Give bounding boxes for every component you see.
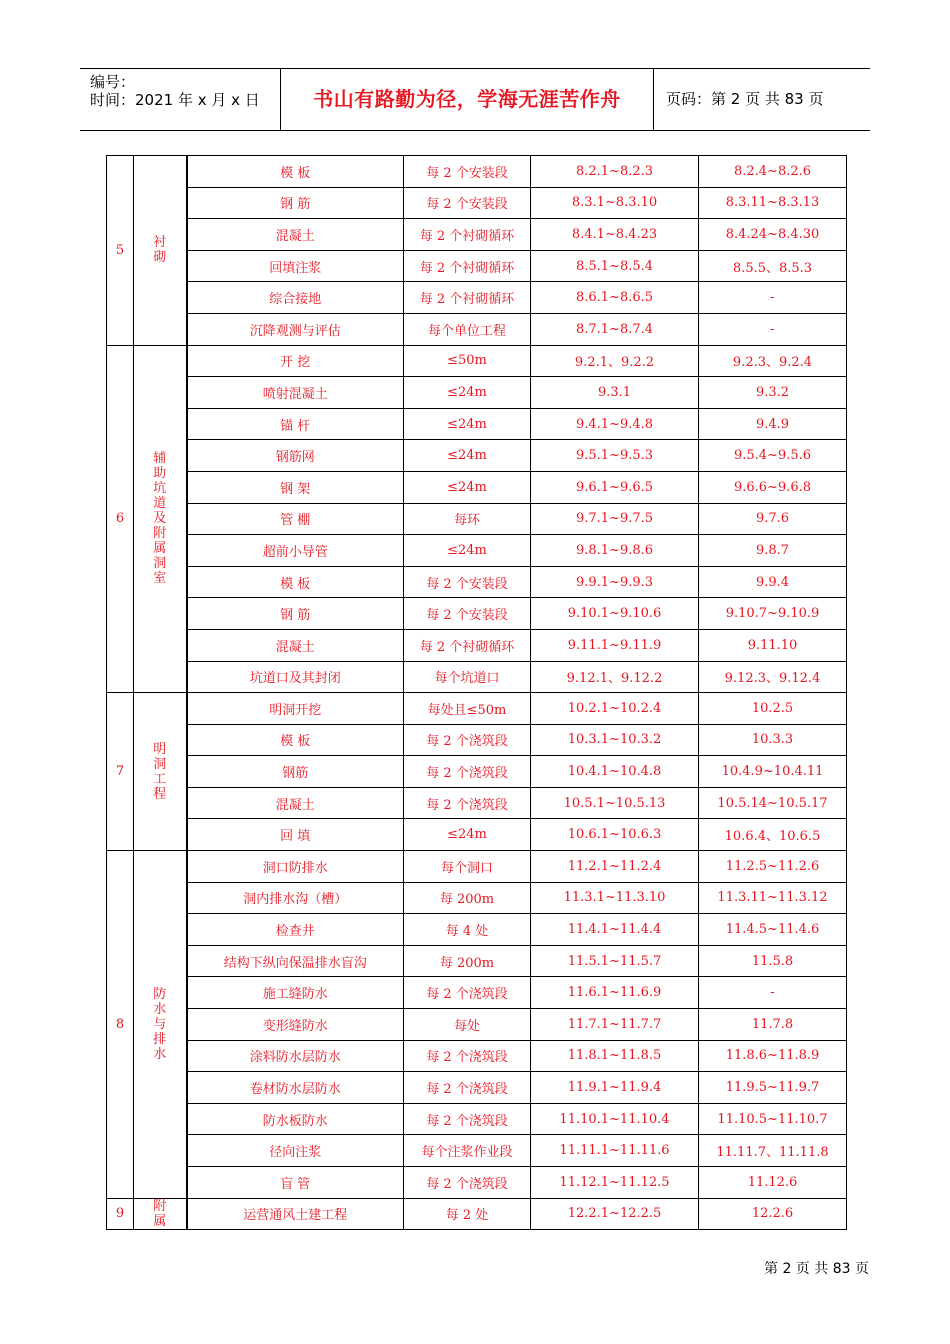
group-name: 防水与排水 xyxy=(153,986,167,1062)
inspection-quantity: 每 2 个安装段 xyxy=(404,566,531,598)
table-row xyxy=(107,313,847,345)
main-control-clauses: 12.2.1~12.2.5 xyxy=(531,1198,699,1230)
main-control-clauses: 11.9.1~11.9.4 xyxy=(531,1072,699,1104)
main-control-clauses: 8.6.1~8.6.5 xyxy=(531,282,699,314)
table-row xyxy=(107,282,847,314)
main-control-clauses: 11.11.1~11.11.6 xyxy=(531,1135,699,1167)
main-control-clauses: 8.4.1~8.4.23 xyxy=(531,219,699,251)
general-clauses: 9.7.6 xyxy=(699,503,847,535)
main-control-clauses: 11.5.1~11.5.7 xyxy=(531,945,699,977)
item-name: 洞内排水沟（槽） xyxy=(187,882,404,914)
general-clauses: 8.3.11~8.3.13 xyxy=(699,187,847,219)
general-clauses: - xyxy=(699,313,847,345)
item-name: 盲 管 xyxy=(187,1167,404,1199)
page-header xyxy=(80,68,870,131)
header-motto: 书山有路勤为径，学海无涯苦作舟 xyxy=(281,69,654,130)
inspection-quantity: 每 2 个浇筑段 xyxy=(404,724,531,756)
table-row xyxy=(107,819,847,851)
table-row xyxy=(107,219,847,251)
table-row xyxy=(107,156,847,188)
general-clauses: 8.2.4~8.2.6 xyxy=(699,156,847,188)
item-name: 洞口防排水 xyxy=(187,851,404,883)
table-row xyxy=(107,345,847,377)
general-clauses: - xyxy=(699,977,847,1009)
item-name: 混凝土 xyxy=(187,787,404,819)
main-control-clauses: 11.8.1~11.8.5 xyxy=(531,1040,699,1072)
item-name: 涂料防水层防水 xyxy=(187,1040,404,1072)
group-name-cell xyxy=(134,156,187,346)
main-control-clauses: 9.11.1~9.11.9 xyxy=(531,629,699,661)
main-control-clauses: 10.3.1~10.3.2 xyxy=(531,724,699,756)
main-control-clauses: 9.5.1~9.5.3 xyxy=(531,440,699,472)
group-number: 8 xyxy=(107,851,134,1199)
table-row xyxy=(107,977,847,1009)
table-row xyxy=(107,756,847,788)
group-name: 附属 xyxy=(153,1198,167,1229)
table-row xyxy=(107,408,847,440)
main-control-clauses: 9.6.1~9.6.5 xyxy=(531,471,699,503)
document-date-label: 时间：2021 年 x 月 x 日 xyxy=(90,91,260,109)
main-control-clauses: 11.7.1~11.7.7 xyxy=(531,1009,699,1041)
table-row xyxy=(107,629,847,661)
table-row xyxy=(107,250,847,282)
inspection-quantity: 每 2 个衬砌循环 xyxy=(404,629,531,661)
table-row xyxy=(107,1040,847,1072)
inspection-quantity: ≤24m xyxy=(404,440,531,472)
table-row xyxy=(107,1198,847,1230)
inspection-quantity: 每个坑道口 xyxy=(404,661,531,693)
item-name: 变形缝防水 xyxy=(187,1009,404,1041)
main-control-clauses: 9.2.1、9.2.2 xyxy=(531,345,699,377)
main-control-clauses: 10.6.1~10.6.3 xyxy=(531,819,699,851)
general-clauses: 9.4.9 xyxy=(699,408,847,440)
general-clauses: 9.3.2 xyxy=(699,377,847,409)
item-name: 混凝土 xyxy=(187,219,404,251)
general-clauses: 10.5.14~10.5.17 xyxy=(699,787,847,819)
item-name: 模 板 xyxy=(187,724,404,756)
general-clauses: 9.11.10 xyxy=(699,629,847,661)
item-name: 模 板 xyxy=(187,156,404,188)
inspection-quantity: 每处 xyxy=(404,1009,531,1041)
group-name-cell xyxy=(134,345,187,693)
main-control-clauses: 9.4.1~9.4.8 xyxy=(531,408,699,440)
general-clauses: 9.10.7~9.10.9 xyxy=(699,598,847,630)
general-clauses: 11.9.5~11.9.7 xyxy=(699,1072,847,1104)
inspection-quantity: 每 2 个浇筑段 xyxy=(404,756,531,788)
inspection-quantity: ≤24m xyxy=(404,535,531,567)
main-control-clauses: 8.3.1~8.3.10 xyxy=(531,187,699,219)
main-control-clauses: 8.7.1~8.7.4 xyxy=(531,313,699,345)
inspection-quantity: 每 2 个浇筑段 xyxy=(404,1167,531,1199)
general-clauses: 11.8.6~11.8.9 xyxy=(699,1040,847,1072)
item-name: 明洞开挖 xyxy=(187,693,404,725)
group-name-cell xyxy=(134,693,187,851)
item-name: 综合接地 xyxy=(187,282,404,314)
inspection-quantity: 每 2 个安装段 xyxy=(404,598,531,630)
main-control-clauses: 11.2.1~11.2.4 xyxy=(531,851,699,883)
inspection-quantity: 每 2 个浇筑段 xyxy=(404,977,531,1009)
inspection-quantity: 每 2 个安装段 xyxy=(404,156,531,188)
general-clauses: 9.5.4~9.5.6 xyxy=(699,440,847,472)
item-name: 施工缝防水 xyxy=(187,977,404,1009)
general-clauses: 11.7.8 xyxy=(699,1009,847,1041)
table-row xyxy=(107,440,847,472)
inspection-quantity: 每个单位工程 xyxy=(404,313,531,345)
inspection-quantity: 每个注浆作业段 xyxy=(404,1135,531,1167)
general-clauses: 11.2.5~11.2.6 xyxy=(699,851,847,883)
inspection-quantity: 每 2 个浇筑段 xyxy=(404,787,531,819)
table-row xyxy=(107,535,847,567)
inspection-quantity: ≤24m xyxy=(404,408,531,440)
item-name: 管 棚 xyxy=(187,503,404,535)
table-row xyxy=(107,787,847,819)
main-control-clauses: 10.2.1~10.2.4 xyxy=(531,693,699,725)
item-name: 混凝土 xyxy=(187,629,404,661)
inspection-quantity: ≤50m xyxy=(404,345,531,377)
item-name: 运营通风土建工程 xyxy=(187,1198,404,1230)
main-control-clauses: 10.4.1~10.4.8 xyxy=(531,756,699,788)
table-row xyxy=(107,851,847,883)
general-clauses: 12.2.6 xyxy=(699,1198,847,1230)
item-name: 检查井 xyxy=(187,914,404,946)
footer-page-number: 第 2 页 共 83 页 xyxy=(764,1261,869,1277)
main-control-clauses: 9.10.1~9.10.6 xyxy=(531,598,699,630)
inspection-quantity: ≤24m xyxy=(404,819,531,851)
table-row xyxy=(107,724,847,756)
inspection-quantity: 每 200m xyxy=(404,882,531,914)
general-clauses: 10.6.4、10.6.5 xyxy=(699,819,847,851)
general-clauses: 11.3.11~11.3.12 xyxy=(699,882,847,914)
inspection-quantity: ≤24m xyxy=(404,377,531,409)
inspection-table xyxy=(106,155,847,1230)
table-row xyxy=(107,503,847,535)
general-clauses: 10.4.9~10.4.11 xyxy=(699,756,847,788)
table-row xyxy=(107,377,847,409)
general-clauses: 11.12.6 xyxy=(699,1167,847,1199)
table-row xyxy=(107,1103,847,1135)
general-clauses: 11.10.5~11.10.7 xyxy=(699,1103,847,1135)
general-clauses: 11.11.7、11.11.8 xyxy=(699,1135,847,1167)
general-clauses: 8.5.5、8.5.3 xyxy=(699,250,847,282)
group-number: 5 xyxy=(107,156,134,346)
item-name: 钢筋网 xyxy=(187,440,404,472)
main-control-clauses: 11.10.1~11.10.4 xyxy=(531,1103,699,1135)
inspection-quantity: 每 2 个浇筑段 xyxy=(404,1072,531,1104)
inspection-quantity: 每 2 个浇筑段 xyxy=(404,1103,531,1135)
item-name: 开 挖 xyxy=(187,345,404,377)
item-name: 锚 杆 xyxy=(187,408,404,440)
inspection-quantity: 每 2 个衬砌循环 xyxy=(404,250,531,282)
table-row xyxy=(107,945,847,977)
group-name-cell xyxy=(134,1198,187,1230)
main-control-clauses: 11.4.1~11.4.4 xyxy=(531,914,699,946)
item-name: 坑道口及其封闭 xyxy=(187,661,404,693)
group-name: 明洞工程 xyxy=(153,741,167,802)
inspection-quantity: 每个洞口 xyxy=(404,851,531,883)
general-clauses: - xyxy=(699,282,847,314)
general-clauses: 11.4.5~11.4.6 xyxy=(699,914,847,946)
general-clauses: 9.12.3、9.12.4 xyxy=(699,661,847,693)
inspection-quantity: 每 4 处 xyxy=(404,914,531,946)
inspection-quantity: 每 2 个浇筑段 xyxy=(404,1040,531,1072)
item-name: 喷射混凝土 xyxy=(187,377,404,409)
group-name: 衬砌 xyxy=(153,235,167,266)
inspection-quantity: 每 2 个衬砌循环 xyxy=(404,282,531,314)
general-clauses: 8.4.24~8.4.30 xyxy=(699,219,847,251)
table-row xyxy=(107,187,847,219)
item-name: 钢筋 xyxy=(187,756,404,788)
table-row xyxy=(107,882,847,914)
item-name: 模 板 xyxy=(187,566,404,598)
inspection-quantity: 每 2 个安装段 xyxy=(404,187,531,219)
inspection-quantity: 每 200m xyxy=(404,945,531,977)
item-name: 卷材防水层防水 xyxy=(187,1072,404,1104)
item-name: 超前小导管 xyxy=(187,535,404,567)
main-control-clauses: 11.3.1~11.3.10 xyxy=(531,882,699,914)
inspection-quantity: ≤24m xyxy=(404,471,531,503)
inspection-quantity: 每处且≤50m xyxy=(404,693,531,725)
inspection-quantity: 每 2 个衬砌循环 xyxy=(404,219,531,251)
table-row xyxy=(107,1009,847,1041)
main-control-clauses: 8.2.1~8.2.3 xyxy=(531,156,699,188)
general-clauses: 9.6.6~9.6.8 xyxy=(699,471,847,503)
main-control-clauses: 9.7.1~9.7.5 xyxy=(531,503,699,535)
main-control-clauses: 10.5.1~10.5.13 xyxy=(531,787,699,819)
item-name: 钢 筋 xyxy=(187,598,404,630)
group-number: 9 xyxy=(107,1198,134,1230)
item-name: 沉降观测与评估 xyxy=(187,313,404,345)
item-name: 径向注浆 xyxy=(187,1135,404,1167)
group-number: 7 xyxy=(107,693,134,851)
table-row xyxy=(107,693,847,725)
general-clauses: 10.3.3 xyxy=(699,724,847,756)
item-name: 结构下纵向保温排水盲沟 xyxy=(187,945,404,977)
main-control-clauses: 11.6.1~11.6.9 xyxy=(531,977,699,1009)
item-name: 防水板防水 xyxy=(187,1103,404,1135)
table-row xyxy=(107,471,847,503)
general-clauses: 11.5.8 xyxy=(699,945,847,977)
main-control-clauses: 9.3.1 xyxy=(531,377,699,409)
main-control-clauses: 9.9.1~9.9.3 xyxy=(531,566,699,598)
general-clauses: 9.2.3、9.2.4 xyxy=(699,345,847,377)
group-name: 辅助坑道及附属洞室 xyxy=(153,451,167,587)
table-row xyxy=(107,598,847,630)
inspection-quantity: 每环 xyxy=(404,503,531,535)
item-name: 回 填 xyxy=(187,819,404,851)
general-clauses: 10.2.5 xyxy=(699,693,847,725)
group-name-cell xyxy=(134,851,187,1199)
table-row xyxy=(107,1135,847,1167)
table-row xyxy=(107,1167,847,1199)
header-page-number: 页码：第 2 页 共 83 页 xyxy=(666,90,824,108)
item-name: 钢 架 xyxy=(187,471,404,503)
main-control-clauses: 9.12.1、9.12.2 xyxy=(531,661,699,693)
table-row xyxy=(107,566,847,598)
document-number-label: 编号： xyxy=(90,73,136,91)
table-row xyxy=(107,914,847,946)
group-number: 6 xyxy=(107,345,134,693)
table-row xyxy=(107,661,847,693)
main-control-clauses: 8.5.1~8.5.4 xyxy=(531,250,699,282)
general-clauses: 9.8.7 xyxy=(699,535,847,567)
header-meta xyxy=(80,69,281,130)
main-control-clauses: 11.12.1~11.12.5 xyxy=(531,1167,699,1199)
main-control-clauses: 9.8.1~9.8.6 xyxy=(531,535,699,567)
table-row xyxy=(107,1072,847,1104)
item-name: 回填注浆 xyxy=(187,250,404,282)
item-name: 钢 筋 xyxy=(187,187,404,219)
general-clauses: 9.9.4 xyxy=(699,566,847,598)
inspection-quantity: 每 2 处 xyxy=(404,1198,531,1230)
